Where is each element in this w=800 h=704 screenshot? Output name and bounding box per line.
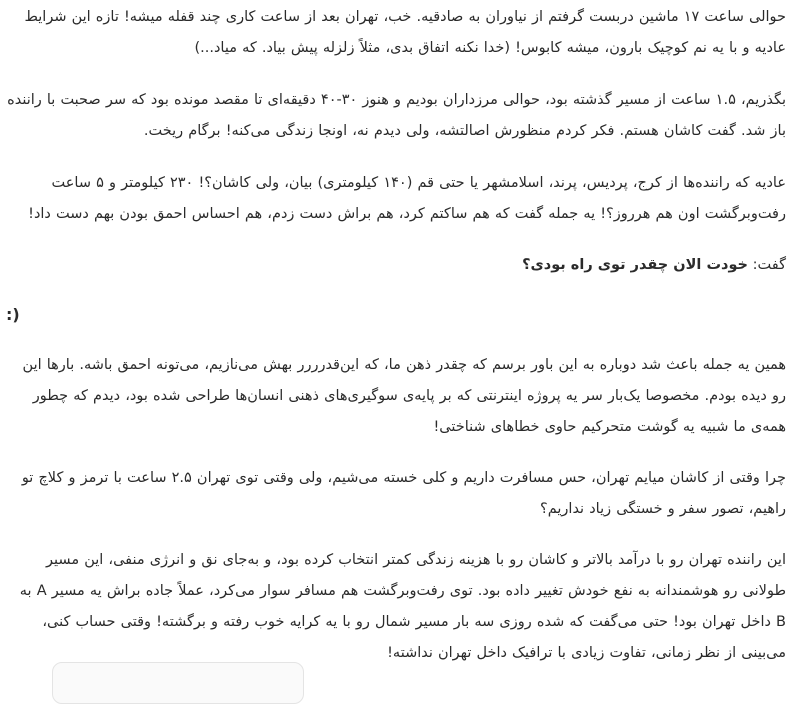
bottom-card-edge — [52, 662, 304, 704]
quote-prefix: گفت: — [748, 257, 786, 273]
paragraph-6: این راننده تهران رو با درآمد بالاتر و کاشان رو با هزینه زندگی کمتر انتخاب کرده بود، و به‌جای نق و انرژی منفی، این مسیر طولانی رو هوشمندانه به نفع خودش تغییر داده بود. توی رفت‌وبرگشت هم مسافر سوار می‌کرد، عملاً جاده براش یه مسیر A به B داخل تهران بود! حتی می‌گفت که شده روزی سه بار مسیر شمال رو با یه کرایه خوب رفته و برگشته! وقتی حساب کنی، می‌بینی از نظر زمانی، تفاوت زیادی با ترافیک داخل تهران نداشته! — [19, 552, 786, 661]
paragraph-4: همین یه جمله باعث شد دوباره به این باور برسم که چقدر ذهن ما، که این‌قدرررر بهش می‌نازیم، می‌تونه احمق باشه. بارها این رو دیده بودم. مخصوصا یک‌بار سر یه پروژه اینترنتی که بر پایه‌ی سوگیری‌های ذهنی انسان‌ها طراحی شده بود، دیدم که چطور همه‌ی ما شبیه یه گوشت متحرکیم حاوی خطاهای شناختی! — [22, 357, 786, 435]
article-body — [6, 0, 786, 669]
paragraph-1: حوالی ساعت ۱۷ ماشین دربست گرفتم از نیاوران به صادقیه. خب، تهران بعد از ساعت کاری چند قفله میشه! تازه این شرایط عادیه و با یه نم کوچیک بارون، میشه کابوس! (خدا نکنه اتفاق بدی، مثلاً زلزله پیش بیاد. که میاد...) — [24, 9, 786, 56]
emoticon-text: :) — [6, 305, 20, 324]
quote-text: خودت الان چقدر توی راه بودی؟ — [522, 257, 749, 273]
paragraph-3: عادیه که راننده‌ها از کرج، پردیس، پرند، اسلامشهر یا حتی قم (۱۴۰ کیلومتری) بیان، ولی کاشان؟! ۲۳۰ کیلومتر و ۵ ساعت رفت‌وبرگشت اون هم هرروز؟! یه جمله گفت که هم ساکتم کرد، هم براش دست زدم، هم احساس احمق بودن بهم دست داد! — [28, 175, 786, 222]
paragraph-2: بگذریم، ۱.۵ ساعت از مسیر گذشته بود، حوالی مرزداران بودیم و هنوز ۳۰-۴۰ دقیقه‌ای تا مقصد مونده بود که سر صحبت با راننده باز شد. گفت کاشان هستم. فکر کردم منظورش اصالتشه، ولی دیدم نه، اونجا زندگی می‌کنه! برگام ریخت. — [7, 92, 786, 139]
driver-quote — [6, 250, 786, 281]
paragraph-5: چرا وقتی از کاشان میایم تهران، حس مسافرت داریم و کلی خسته می‌شیم، ولی وقتی توی تهران ۲.۵ ساعت با ترمز و کلاچ تو راهیم، تصور سفر و خستگی زیاد نداریم؟ — [21, 470, 786, 517]
